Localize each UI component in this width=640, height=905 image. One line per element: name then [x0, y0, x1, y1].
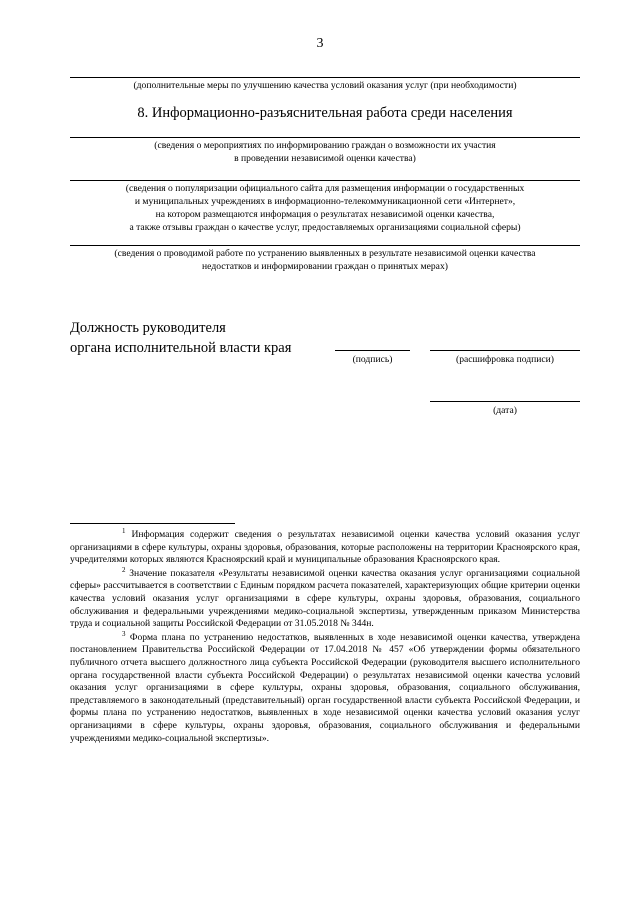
footnotes [70, 526, 581, 745]
fill-line [70, 245, 580, 246]
caption-line: недостатков и информировании граждан о принятых мерах) [202, 261, 448, 272]
footnote [70, 629, 580, 745]
informing-caption [70, 139, 580, 165]
footnote-text: Значение показателя «Результаты независимой оценки качества оказания услуг организациями социальной сферы» рассчитывается в соответствии с Единым порядком расчета показателей, характеризующих общие критерии оценки качества условий оказания услуг организациями в сфере культуры, охраны здоровья, образования, социального обслуживания и федеральными учреждениями медико-социальной экспертизы, утвержденным приказом Министерства труда и социальной защиты Российской Федерации от 31.05.2018 № 344н. [70, 567, 580, 630]
position-line: Должность руководителя [70, 320, 226, 336]
footnote-mark: 1 [122, 526, 126, 535]
decode-line [430, 350, 580, 351]
footnote-mark: 3 [122, 629, 126, 638]
remediation-caption [70, 247, 580, 273]
fill-line [70, 180, 580, 181]
caption-line: а также отзывы граждан о качестве услуг, предоставляемых организациями социальной сферы) [129, 222, 521, 233]
caption-line: (сведения о проводимой работе по устранению выявленных в результате независимой оценки качества [114, 248, 536, 259]
footnote-text: Форма плана по устранению недостатков, выявленных в ходе независимой оценки качества, утверждена постановлением Правительства Российской Федерации от 17.04.2018 № 457 «Об утверждении формы обязательного публичного отчета высшего должностного лица субъекта Российской Федерации (руководителя высшего исполнительного органа государственной власти субъекта Российской Федерации) о результатах независимой оценки качества условий оказания услуг организациями в сфере культуры, охраны здоровья, образования, социального обслуживания, представляемого в законодательный (представительный) орган государственной власти субъекта Российской Федерации, и формы плана по устранению недостатков, выявленных в ходе независимой оценки качества условий оказания услуг организациями в сфере культуры, охраны здоровья, образования, социального обслуживания и федеральными учреждениями медико-социальной экспертизы». [70, 631, 580, 744]
footnote-mark: 2 [122, 565, 126, 574]
website-caption [70, 182, 580, 234]
caption-line: (сведения о популяризации официального сайта для размещения информации о государственных [125, 183, 525, 194]
footnote-separator [70, 523, 235, 524]
footnote-text: Информация содержит сведения о результатах независимой оценки качества условий оказания услуг организациями в сфере культуры, охраны здоровья, образования, которые расположены на территории Красноярского края, учредителями которых являются Красноярский край и муниципальные образования Красноярского края. [70, 529, 581, 566]
position-line: органа исполнительной власти края [70, 340, 292, 356]
date-line [430, 401, 580, 402]
section-heading: 8. Информационно-разъяснительная работа среди населения [137, 105, 513, 121]
date-caption: (дата) [493, 405, 517, 416]
caption-line: (сведения о мероприятиях по информированию граждан о возможности их участия [154, 140, 496, 151]
caption-line: в проведении независимой оценки качества) [234, 153, 416, 164]
fill-line [70, 77, 580, 78]
caption-line: на котором размещаются информация о результатах независимой оценки качества, [155, 209, 495, 220]
signature-line [335, 350, 410, 351]
decode-caption: (расшифровка подписи) [456, 354, 554, 365]
footnote [70, 526, 581, 567]
signature-caption: (подпись) [352, 354, 393, 365]
page-number: 3 [316, 36, 324, 51]
fill-line [70, 137, 580, 138]
additional-measures-caption: (дополнительные меры по улучшению качества условий оказания услуг (при необходимости) [133, 80, 517, 91]
footnote [70, 565, 580, 631]
caption-line: и муниципальных учреждениях в информационно-телекоммуникационной сети «Интернет», [134, 196, 516, 207]
official-position [70, 318, 291, 358]
